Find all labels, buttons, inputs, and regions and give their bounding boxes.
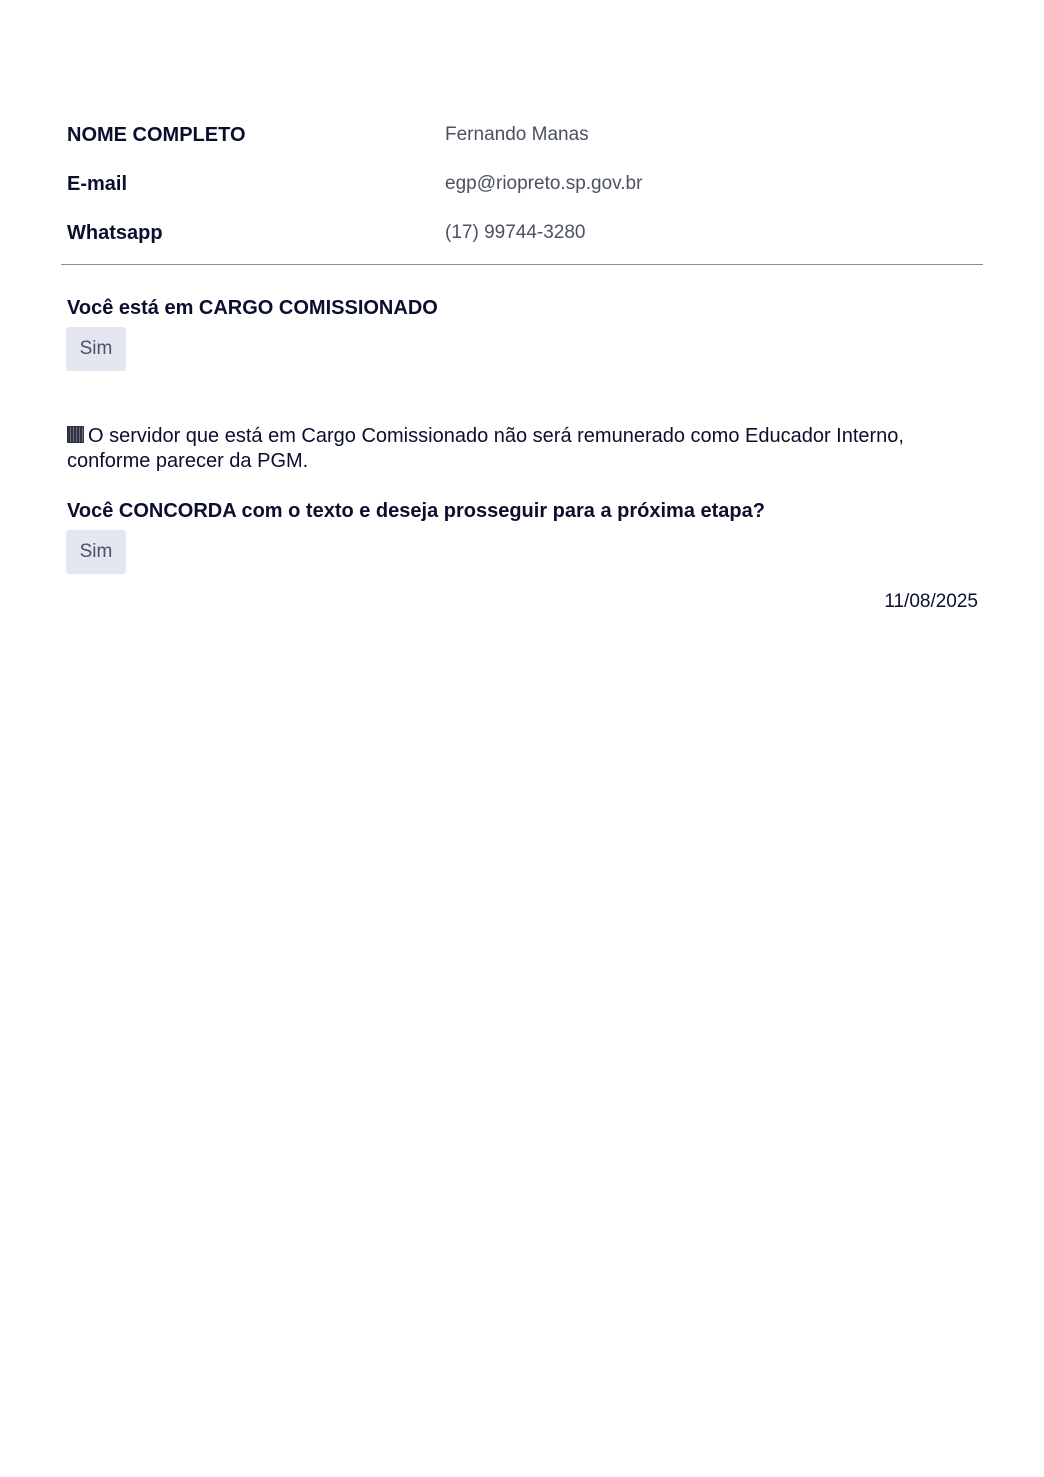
notice-text: O servidor que está em Cargo Comissionado não será remunerado como Educador Interno, conforme parecer da PGM. [67,425,904,472]
answer-agree-proceed: Sim [66,530,126,574]
email-label: E-mail [67,173,128,195]
section-divider [61,264,983,265]
full-name-label: NOME COMPLETO [67,124,246,146]
profile-row-email [61,159,983,208]
email-value: egp@riopreto.sp.gov.br [445,173,643,194]
notice-paragraph [67,424,967,474]
profile-row-whatsapp [61,208,983,257]
question-commissioned-position: Você está em CARGO COMISSIONADO [67,297,438,319]
whatsapp-value: (17) 99744-3280 [445,222,586,243]
barcode-icon [67,426,84,443]
profile-info-table [61,110,983,257]
submission-date: 11/08/2025 [884,591,978,612]
whatsapp-label: Whatsapp [67,222,163,244]
full-name-value: Fernando Manas [445,124,589,145]
profile-row-full-name [61,110,983,159]
answer-commissioned-position: Sim [66,327,126,371]
question-agree-proceed: Você CONCORDA com o texto e deseja prosseguir para a próxima etapa? [67,500,765,522]
